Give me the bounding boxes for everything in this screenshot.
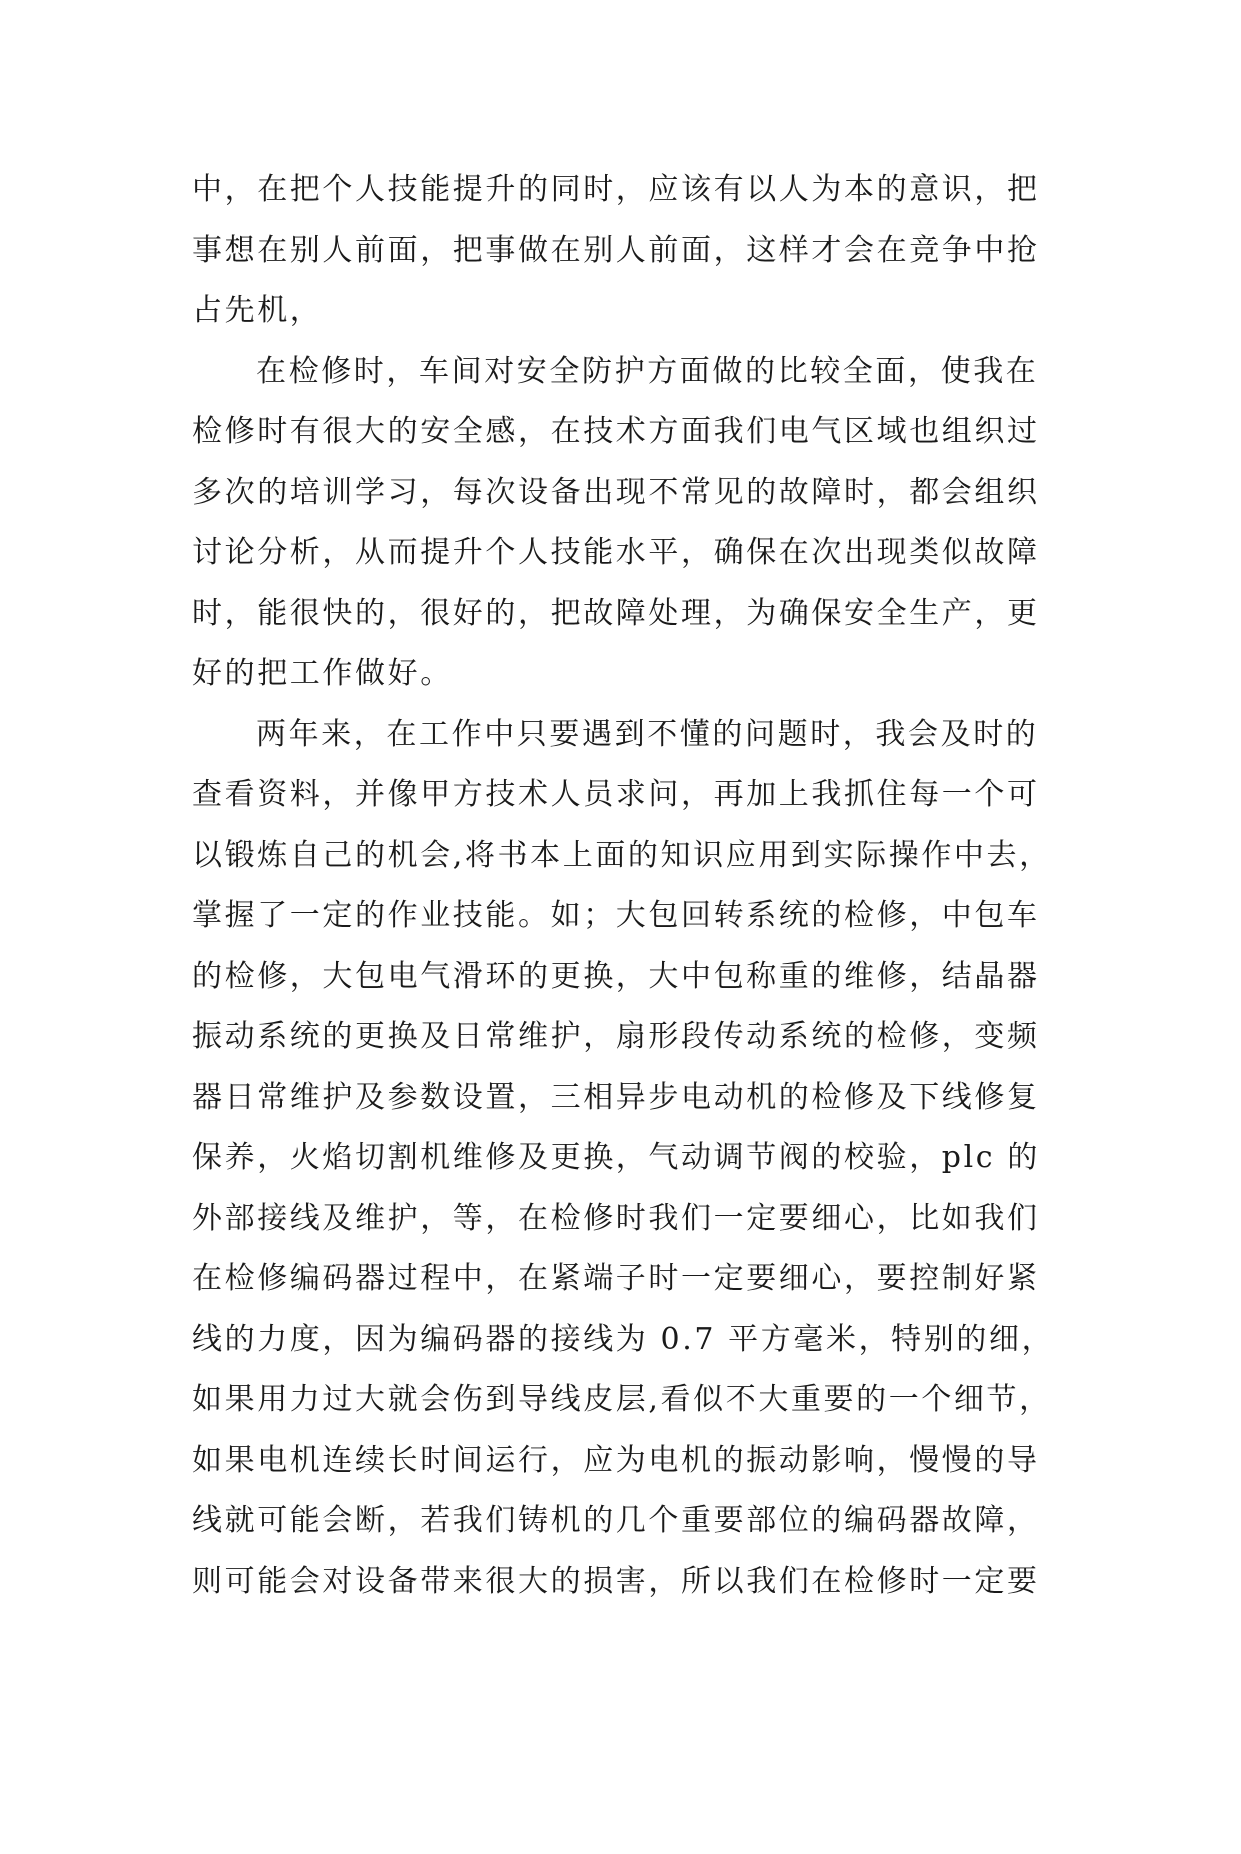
text-line: 线就可能会断，若我们铸机的几个重要部位的编码器故障， (192, 1491, 1052, 1552)
text-line: 掌握了一定的作业技能。如；大包回转系统的检修，中包车 (192, 886, 1052, 947)
text-line: 在检修编码器过程中，在紧端子时一定要细心，要控制好紧 (192, 1249, 1052, 1310)
text-line: 占先机， (192, 281, 1052, 342)
text-line: 线的力度，因为编码器的接线为 0.7 平方毫米，特别的细， (192, 1310, 1052, 1371)
text-line: 检修时有很大的安全感，在技术方面我们电气区域也组织过 (192, 402, 1052, 463)
paragraph-1 (192, 160, 1052, 342)
text-line (192, 1794, 1052, 1854)
paragraph-2 (192, 342, 1052, 705)
text-line: 的检修，大包电气滑环的更换，大中包称重的维修，结晶器 (192, 947, 1052, 1008)
text-line (192, 1673, 1052, 1734)
text-line: 事想在别人前面，把事做在别人前面，这样才会在竞争中抢 (192, 221, 1052, 282)
text-line: 查看资料，并像甲方技术人员求问，再加上我抓住每一个可 (192, 765, 1052, 826)
text-line: 振动系统的更换及日常维护，扇形段传动系统的检修，变频 (192, 1007, 1052, 1068)
text-line: 如果电机连续长时间运行，应为电机的振动影响，慢慢的导 (192, 1431, 1052, 1492)
text-line: 两年来，在工作中只要遇到不懂的问题时，我会及时的 (192, 705, 1052, 766)
text-line: 时，能很快的，很好的，把故障处理，为确保安全生产，更 (192, 584, 1052, 645)
text-line: 则可能会对设备带来很大的损害，所以我们在检修时一定要 (192, 1552, 1052, 1613)
text-line: 多次的培训学习，每次设备出现不常见的故障时，都会组织 (192, 463, 1052, 524)
paragraph-3 (192, 705, 1052, 1854)
text-line: 好的把工作做好。 (192, 644, 1052, 705)
body-text (192, 160, 1052, 1854)
text-line: 如果用力过大就会伤到导线皮层,看似不大重要的一个细节， (192, 1370, 1052, 1431)
text-line: 器日常维护及参数设置，三相异步电动机的检修及下线修复 (192, 1068, 1052, 1129)
text-line: 外部接线及维护，等，在检修时我们一定要细心，比如我们 (192, 1189, 1052, 1250)
text-line: 中，在把个人技能提升的同时，应该有以人为本的意识，把 (192, 160, 1052, 221)
text-line: 讨论分析，从而提升个人技能水平，确保在次出现类似故障 (192, 523, 1052, 584)
text-line: 保养，火焰切割机维修及更换，气动调节阀的校验，plc 的 (192, 1128, 1052, 1189)
text-line (192, 1612, 1052, 1673)
text-line: 在检修时，车间对安全防护方面做的比较全面，使我在 (192, 342, 1052, 403)
text-line (192, 1733, 1052, 1794)
text-line: 以锻炼自己的机会,将书本上面的知识应用到实际操作中去， (192, 826, 1052, 887)
